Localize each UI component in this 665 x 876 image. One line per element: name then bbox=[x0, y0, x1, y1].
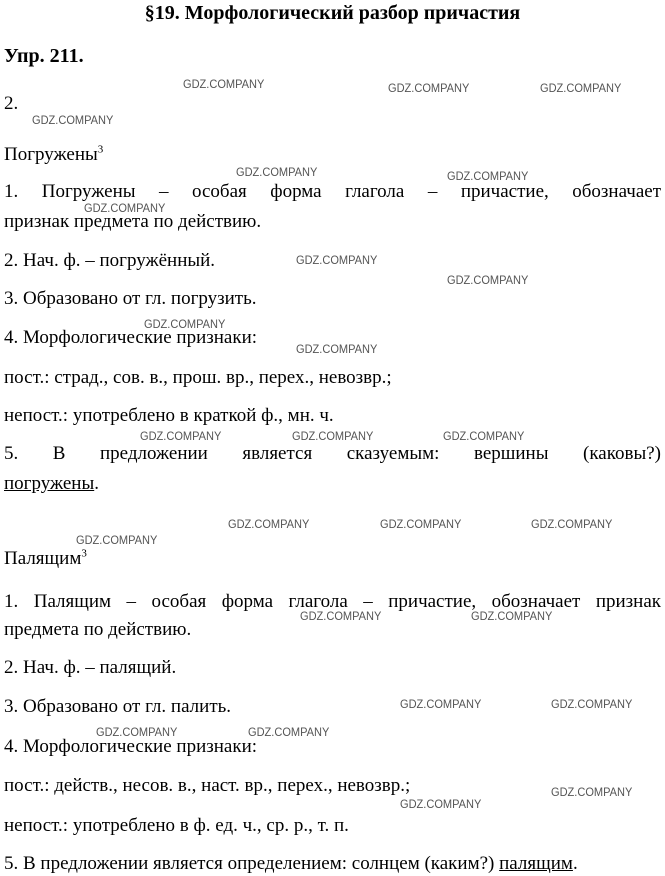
heading-text: Палящим bbox=[4, 548, 82, 569]
paragraph-2: 2. Нач. ф. – погружённый. bbox=[4, 250, 216, 271]
watermark: GDZ.COMPANY bbox=[96, 725, 178, 739]
variable-features: непост.: употреблено в краткой ф., мн. ч. bbox=[4, 405, 334, 426]
paragraph-5 bbox=[4, 852, 578, 876]
watermark: GDZ.COMPANY bbox=[380, 517, 462, 531]
footnote-mark: 3 bbox=[81, 547, 87, 560]
paragraph-1-line-2: предмета по действию. bbox=[4, 619, 192, 640]
watermark: GDZ.COMPANY bbox=[400, 797, 482, 811]
underlined-word: палящим bbox=[499, 853, 573, 874]
period: . bbox=[94, 473, 99, 494]
watermark: GDZ.COMPANY bbox=[292, 429, 374, 443]
heading-text: Погружены bbox=[4, 144, 98, 165]
paragraph-1-line-2: признак предмета по действию. bbox=[4, 211, 262, 232]
watermark: GDZ.COMPANY bbox=[447, 169, 529, 183]
paragraph-5-line-1: 5. В предложении является сказуемым: вершины (каковы?) bbox=[4, 443, 661, 464]
watermark: GDZ.COMPANY bbox=[296, 342, 378, 356]
word-heading-2 bbox=[4, 547, 87, 571]
underlined-word: погружены bbox=[4, 473, 95, 494]
watermark: GDZ.COMPANY bbox=[471, 609, 553, 623]
watermark: GDZ.COMPANY bbox=[32, 113, 114, 127]
paragraph-1-line-1: 1. Палящим – особая форма глагола – причастие, обозначает признак bbox=[4, 591, 661, 612]
constant-features: пост.: страд., сов. в., прош. вр., перех., невозвр.; bbox=[4, 367, 392, 388]
footnote-mark: 3 bbox=[97, 143, 104, 156]
paragraph-3: 3. Образовано от гл. погрузить. bbox=[4, 288, 257, 309]
watermark: GDZ.COMPANY bbox=[400, 697, 482, 711]
watermark: GDZ.COMPANY bbox=[248, 725, 330, 739]
watermark: GDZ.COMPANY bbox=[551, 785, 633, 799]
watermark: GDZ.COMPANY bbox=[228, 517, 310, 531]
variable-features: непост.: употреблено в ф. ед. ч., ср. р., т. п. bbox=[4, 815, 349, 836]
paragraph-5-line-2 bbox=[4, 472, 99, 496]
watermark: GDZ.COMPANY bbox=[540, 81, 622, 95]
watermark: GDZ.COMPANY bbox=[144, 317, 226, 331]
watermark: GDZ.COMPANY bbox=[84, 201, 166, 215]
watermark: GDZ.COMPANY bbox=[388, 81, 470, 95]
section-title: §19. Морфологический разбор причастия bbox=[144, 2, 521, 24]
paragraph-2: 2. Нач. ф. – палящий. bbox=[4, 657, 177, 678]
watermark: GDZ.COMPANY bbox=[551, 697, 633, 711]
watermark: GDZ.COMPANY bbox=[76, 533, 158, 547]
watermark: GDZ.COMPANY bbox=[140, 429, 222, 443]
paragraph-4: 4. Морфологические признаки: bbox=[4, 327, 258, 348]
watermark: GDZ.COMPANY bbox=[300, 609, 382, 623]
period: . bbox=[572, 853, 578, 874]
watermark: GDZ.COMPANY bbox=[236, 165, 318, 179]
paragraph-3: 3. Образовано от гл. палить. bbox=[4, 696, 232, 717]
paragraph-1-line-1: 1. Погружены – особая форма глагола – причастие, обозначает bbox=[4, 181, 661, 202]
item-number: 2. bbox=[4, 93, 19, 114]
word-heading-1 bbox=[4, 143, 103, 167]
watermark: GDZ.COMPANY bbox=[443, 429, 525, 443]
watermark: GDZ.COMPANY bbox=[183, 77, 265, 91]
paragraph-5-text: 5. В предложении является определением: солнцем (каким?) bbox=[4, 853, 500, 874]
paragraph-4: 4. Морфологические признаки: bbox=[4, 736, 258, 757]
watermark: GDZ.COMPANY bbox=[296, 253, 378, 267]
watermark: GDZ.COMPANY bbox=[531, 517, 613, 531]
exercise-number: Упр. 211. bbox=[4, 45, 84, 67]
constant-features: пост.: действ., несов. в., наст. вр., перех., невозвр.; bbox=[4, 775, 411, 796]
watermark: GDZ.COMPANY bbox=[447, 273, 529, 287]
